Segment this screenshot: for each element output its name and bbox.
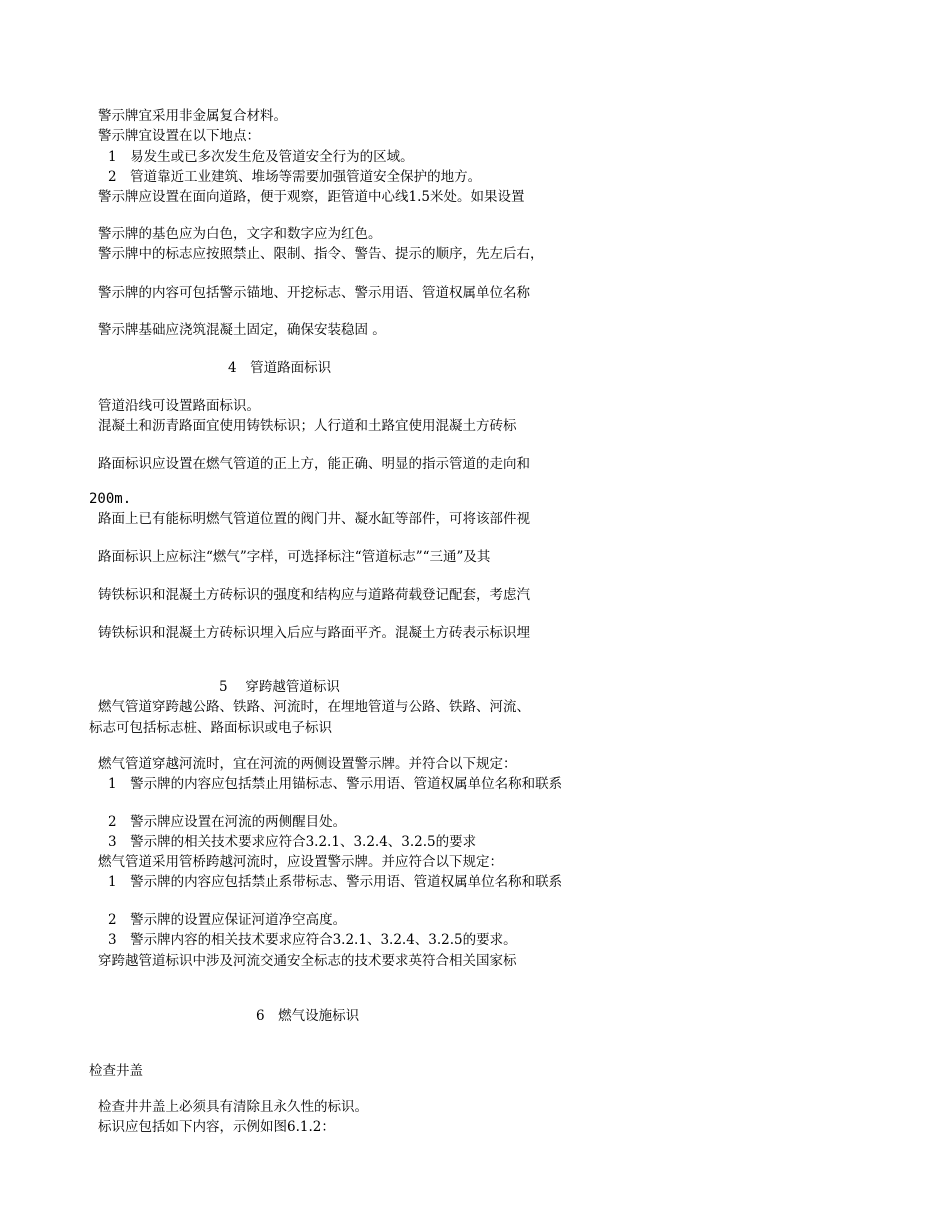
- text-line: 200m.: [89, 491, 132, 507]
- section-heading: 6 燃气设施标识: [256, 1008, 360, 1024]
- text-line: 警示牌宜设置在以下地点：: [98, 128, 260, 144]
- text-line: 路面标识应设置在燃气管道的正上方，能正确、明显的指示管道的走向和: [98, 456, 530, 472]
- list-item: 2 管道靠近工业建筑、堆场等需要加强管道安全保护的地方。: [108, 169, 482, 185]
- list-item: 1 警示牌的内容应包括禁止系带标志、警示用语、管道权属单位名称和联系: [108, 874, 563, 890]
- list-item: 1 警示牌的内容应包括禁止用锚标志、警示用语、管道权属单位名称和联系: [108, 776, 563, 792]
- text-line: 穿跨越管道标识中涉及河流交通安全标志的技术要求英符合相关国家标: [98, 953, 517, 969]
- text-line: 警示牌应设置在面向道路，便于观察，距管道中心线1.5米处。如果设置: [98, 189, 525, 205]
- text-line: 混凝土和沥青路面宜使用铸铁标识；人行道和土路宜使用混凝土方砖标: [98, 418, 517, 434]
- text-line: 警示牌基础应浇筑混凝土固定，确保安装稳固 。: [98, 322, 386, 338]
- list-item: 2 警示牌应设置在河流的两侧醒目处。: [108, 814, 347, 830]
- text-line: 警示牌宜采用非金属复合材料。: [98, 108, 287, 124]
- list-item: 3 警示牌的相关技术要求应符合3.2.1、3.2.4、3.2.5的要求: [108, 834, 477, 850]
- text-line: 燃气管道穿越河流时，宜在河流的两侧设置警示牌。并符合以下规定：: [98, 756, 517, 772]
- section-heading: 4 管道路面标识: [228, 360, 332, 376]
- text-line: 警示牌的内容可包括警示锚地、开挖标志、警示用语、管道权属单位名称: [98, 285, 530, 301]
- section-heading: 5 穿跨越管道标识: [219, 679, 340, 695]
- subsection-heading: 检查井盖: [89, 1063, 143, 1079]
- text-line: 路面标识上应标注“燃气”字样，可选择标注“管道标志”“三通”及其: [98, 549, 491, 565]
- text-line: 管道沿线可设置路面标识。: [98, 398, 260, 414]
- list-item: 2 警示牌的设置应保证河道净空高度。: [108, 912, 347, 928]
- text-line: 燃气管道穿跨越公路、铁路、河流时，在埋地管道与公路、铁路、河流、: [98, 699, 530, 715]
- text-line: 铸铁标识和混凝土方砖标识的强度和结构应与道路荷载登记配套，考虑汽: [98, 587, 530, 603]
- text-line: 标志可包括标志桩、路面标识或电子标识: [89, 720, 332, 736]
- text-line: 警示牌中的标志应按照禁止、限制、指令、警告、提示的顺序，先左后右，: [98, 246, 544, 262]
- text-line: 路面上已有能标明燃气管道位置的阀门井、凝水缸等部件，可将该部件视: [98, 511, 530, 527]
- list-item: 3 警示牌内容的相关技术要求应符合3.2.1、3.2.4、3.2.5的要求。: [108, 932, 517, 948]
- list-item: 1 易发生或已多次发生危及管道安全行为的区域。: [108, 149, 414, 165]
- text-line: 警示牌的基色应为白色，文字和数字应为红色。: [98, 226, 382, 242]
- text-line: 检查井井盖上必须具有清除且永久性的标识。: [98, 1099, 368, 1115]
- text-line: 标识应包括如下内容，示例如图6.1.2：: [98, 1119, 335, 1135]
- text-line: 铸铁标识和混凝土方砖标识埋入后应与路面平齐。混凝土方砖表示标识埋: [98, 625, 530, 641]
- text-line: 燃气管道采用管桥跨越河流时，应设置警示牌。并应符合以下规定：: [98, 854, 503, 870]
